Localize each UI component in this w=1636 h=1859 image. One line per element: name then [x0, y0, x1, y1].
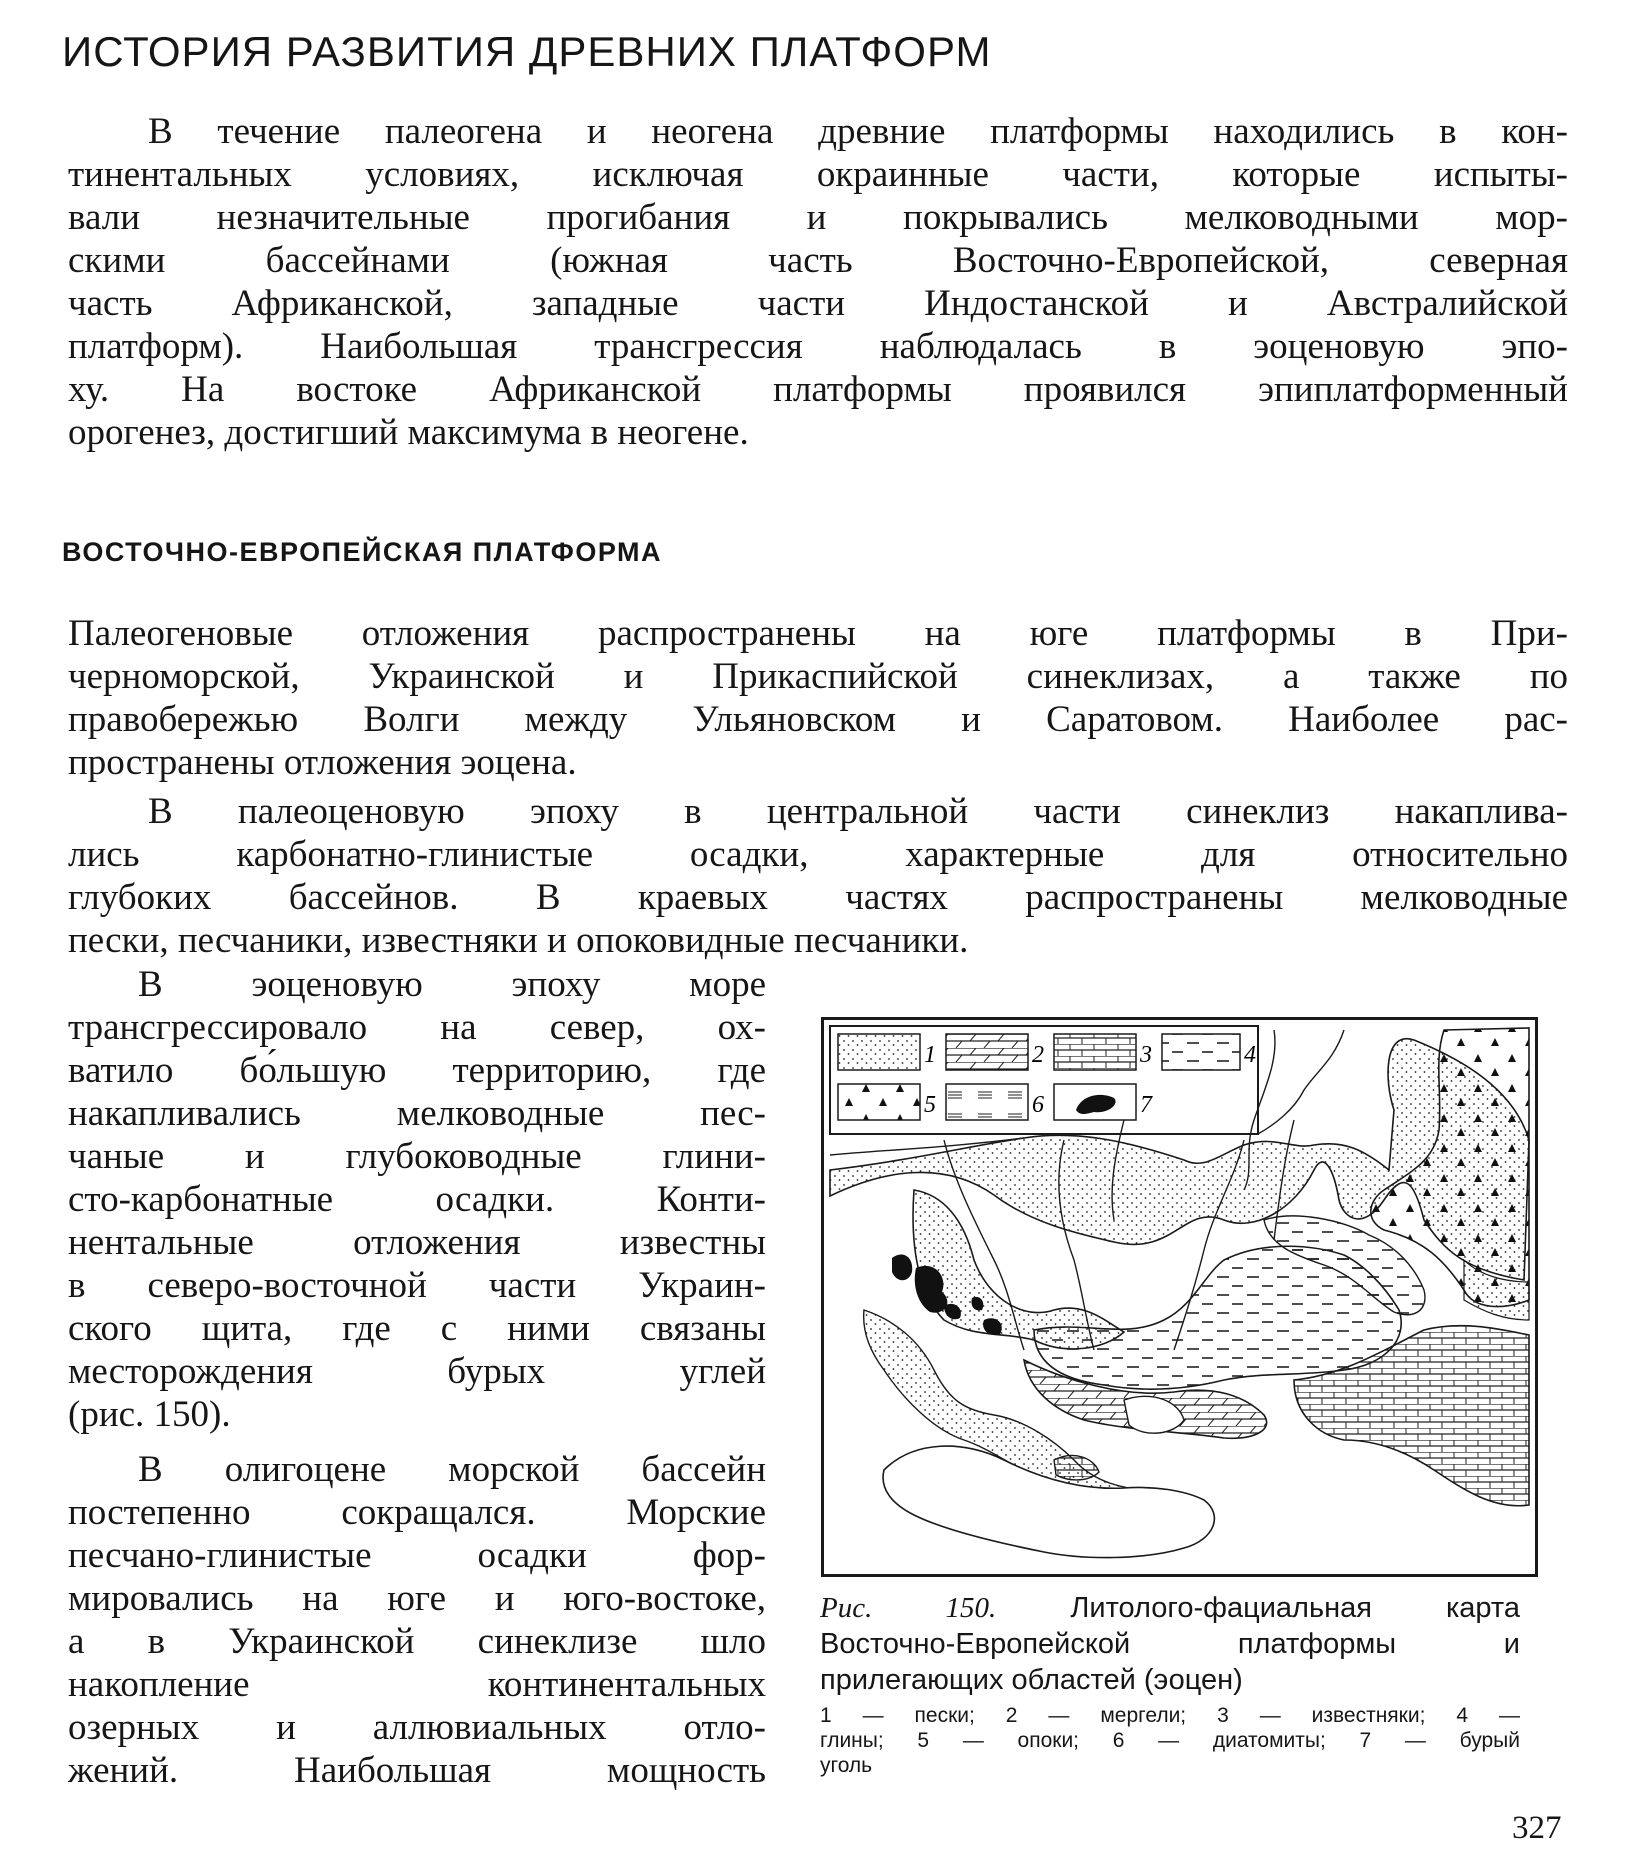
- text-line: глубоких бассейнов. В краевых частях распространены мелководные: [68, 877, 1568, 918]
- text-line: нентальные отложения известны: [68, 1222, 766, 1263]
- text-line: Палеогеновые отложения распространены на юге платформы в При-: [68, 613, 1568, 654]
- legend-number: 3: [1140, 1042, 1152, 1068]
- legend-swatch-opoka: [838, 1084, 920, 1120]
- text-line: мировались на юге и юго-востоке,: [68, 1578, 766, 1619]
- text-line: а в Украинской синеклизе шло: [68, 1621, 766, 1662]
- text-line: накапливались мелководные пес-: [68, 1093, 766, 1134]
- legend-line: уголь: [820, 1754, 873, 1777]
- text-line: платформ). Наибольшая трансгрессия наблюдалась в эоценовую эпо-: [68, 326, 1568, 367]
- text-line: сто-карбонатные осадки. Конти-: [68, 1179, 766, 1220]
- text-line: В палеоценовую эпоху в центральной части синеклиз накаплива-: [148, 791, 1568, 832]
- lithofacies-map: [824, 1020, 1535, 1574]
- text-line: пространены отложения эоцена.: [68, 742, 577, 783]
- section-title: ВОСТОЧНО-ЕВРОПЕЙСКАЯ ПЛАТФОРМА: [62, 537, 662, 567]
- text-line: В эоценовую эпоху море: [138, 964, 766, 1005]
- text-line: вали незначительные прогибания и покрывались мелководными мор-: [68, 197, 1568, 238]
- figure-legend-text: [820, 1703, 1520, 1778]
- text-line: озерных и аллювиальных отло-: [68, 1707, 766, 1748]
- text-line: черноморской, Украинской и Прикаспийской синеклизах, а также по: [68, 656, 1568, 697]
- text-line: правобережью Волги между Ульяновском и Саратовом. Наиболее рас-: [68, 699, 1568, 740]
- text-line: В течение палеогена и неогена древние платформы находились в кон-: [148, 111, 1568, 152]
- text-line: постепенно сокращался. Морские: [68, 1492, 766, 1533]
- legend-number: 5: [924, 1092, 936, 1118]
- legend-number: 2: [1032, 1042, 1044, 1068]
- text-line: пески, песчаники, известняки и опоковидные песчаники.: [68, 920, 969, 961]
- caption-line: Восточно-Европейской платформы и: [820, 1628, 1520, 1660]
- legend-line: 1 — пески; 2 — мергели; 3 — известняки; 4 —: [820, 1704, 1520, 1727]
- text-line: В олигоцене морской бассейн: [138, 1449, 766, 1490]
- legend-swatch-clay: [1162, 1034, 1240, 1070]
- text-line: лись карбонатно-глинистые осадки, характерные для относительно: [68, 834, 1568, 875]
- caption-line: Рис. 150. Литолого-фациальная карта: [820, 1592, 1520, 1624]
- text-line: ватило бо́льшую территорию, где: [68, 1050, 766, 1091]
- legend-swatch-sand: [838, 1034, 920, 1070]
- legend-swatch-marl: [946, 1034, 1028, 1070]
- text-line: ского щита, где с ними связаны: [68, 1308, 766, 1349]
- chapter-title: ИСТОРИЯ РАЗВИТИЯ ДРЕВНИХ ПЛАТФОРМ: [62, 28, 992, 75]
- figure-lithofacies-map: [821, 1017, 1538, 1577]
- page-number: 327: [1512, 1810, 1562, 1846]
- text-line: накопление континентальных: [68, 1664, 766, 1705]
- text-line: скими бассейнами (южная часть Восточно-Европейской, северная: [68, 240, 1568, 281]
- legend-number: 1: [924, 1042, 936, 1068]
- text-line: орогенез, достигший максимума в неогене.: [68, 412, 749, 453]
- figure-label: Рис. 150.: [820, 1592, 997, 1624]
- text-line: чаные и глубоководные глини-: [68, 1136, 766, 1177]
- text-line: месторождения бурых углей: [68, 1351, 766, 1392]
- text-line: жений. Наибольшая мощность: [68, 1750, 766, 1791]
- text-line: (рис. 150).: [68, 1394, 231, 1435]
- text-line: часть Африканской, западные части Индостанской и Австралийской: [68, 283, 1568, 324]
- legend-swatch-limestone: [1054, 1034, 1136, 1070]
- text-line: ху. На востоке Африканской платформы проявился эпиплатформенный: [68, 369, 1568, 410]
- figure-caption: [820, 1590, 1520, 1698]
- text-line: песчано-глинистые осадки фор-: [68, 1535, 766, 1576]
- legend-number: 7: [1140, 1092, 1152, 1118]
- caption-line: прилегающих областей (эоцен): [820, 1664, 1243, 1696]
- legend-number: 4: [1244, 1042, 1256, 1068]
- text-line: трансгрессировало на север, ох-: [68, 1007, 766, 1048]
- text-line: тинентальных условиях, исключая окраинные части, которые испыты-: [68, 154, 1568, 195]
- legend-line: глины; 5 — опоки; 6 — диатомиты; 7 — бурый: [820, 1729, 1520, 1752]
- text-line: в северо-восточной части Украин-: [68, 1265, 766, 1306]
- legend-number: 6: [1032, 1092, 1044, 1118]
- legend-swatch-diatomite: [946, 1084, 1028, 1120]
- map-legend: [830, 1026, 1258, 1134]
